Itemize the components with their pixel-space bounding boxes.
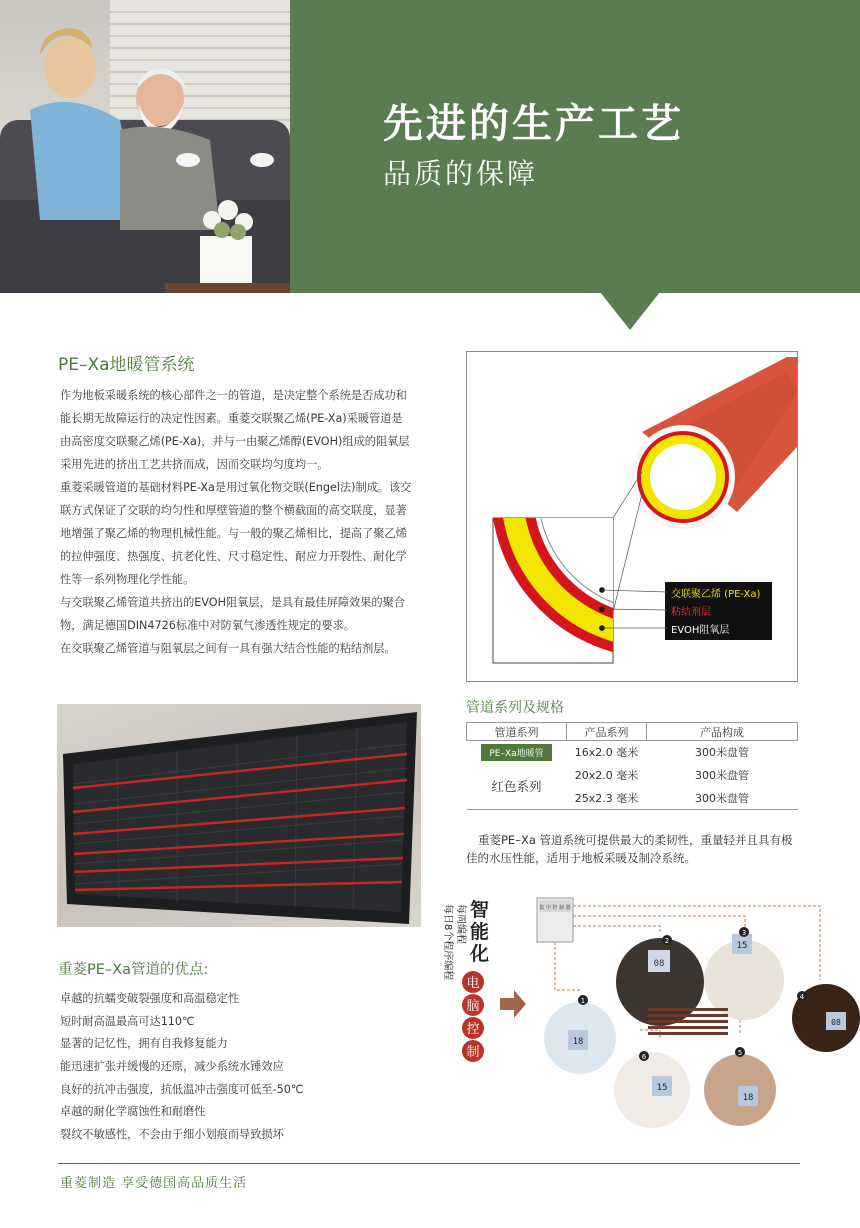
spec-title: 管道系列及规格 [466, 700, 564, 716]
intro-line: 联方式保证了交联的均匀性和厚壁管道的整个横截面的高交联度，显著 [60, 504, 407, 517]
room-number: 6 [641, 1053, 647, 1061]
advantages-title: 重菱PE–Xa管道的优点: [58, 962, 209, 978]
spec-header: 产品构成 [647, 723, 798, 741]
page-subtitle: 品质的保障 [383, 157, 539, 190]
thermostat-display: 08 [831, 1018, 841, 1027]
thermostat-display: 08 [653, 959, 665, 969]
badge-char: 电 [466, 976, 480, 991]
spec-composition: 300米盘管 [695, 746, 749, 760]
hero-photo [0, 0, 290, 293]
controller-label: 集 中 控 制 器 [539, 905, 571, 911]
spec-composition: 300米盘管 [695, 769, 749, 782]
thermostat-display: 15 [656, 1083, 668, 1093]
smart-control-diagram [440, 890, 860, 1140]
intro-line: 物，满足德国DIN4726标准中对防氧气渗透性规定的要求。 [60, 619, 355, 632]
intro-line: 作为地板采暖系统的核心部件之一的管道，是决定整个系统是否成功和 [60, 389, 407, 402]
floor-illustration [57, 704, 421, 927]
smart-line1: 每周编程 [455, 904, 466, 944]
intro-line: 地增强了聚乙烯的物理机械性能。与一般的聚乙烯相比，提高了聚乙烯 [60, 527, 407, 540]
intro-line: 性等一系列物理化学性能。 [60, 573, 195, 586]
footer-slogan: 重菱制造 享受德国高品质生活 [60, 1176, 248, 1191]
spec-row [467, 764, 798, 787]
advantage-item: 卓越的耐化学腐蚀性和耐磨性 [60, 1105, 206, 1119]
spec-size: 20x2.0 毫米 [574, 769, 639, 782]
room-number: 2 [664, 937, 670, 945]
badge-char: 脑 [466, 999, 480, 1014]
spec-table [466, 722, 798, 810]
hero-pointer [600, 292, 660, 330]
badge-char: 控 [466, 1022, 480, 1037]
intro-line: 与交联聚乙烯管道共挤出的EVOH阻氧层，是具有最佳屏障效果的聚合 [60, 596, 405, 609]
intro-line: 由高密度交联聚乙烯(PE-Xa)，并与一由聚乙烯醇(EVOH)组成的阻氧层 [60, 435, 410, 448]
intro-line: 能长期无故障运行的决定性因素。重菱交联聚乙烯(PE-Xa)采暖管道是 [60, 412, 403, 425]
floor-installation-photo [57, 704, 421, 927]
pipe-cross-section [467, 352, 797, 681]
legend-adhesive: 粘结剂层 [671, 607, 711, 618]
intro-title: PE–Xa地暖管系统 [58, 355, 195, 375]
legend-pe: 交联聚乙烯 (PE-Xa) [671, 589, 761, 600]
advantage-item: 良好的抗冲击强度，抗低温冲击强度可低至-50℃ [60, 1082, 304, 1096]
spec-series: 红色系列 [491, 779, 542, 795]
advantages-list [60, 988, 303, 1147]
intro-line: 的拉伸强度、热强度、抗老化性、尺寸稳定性、耐应力开裂性、耐化学 [60, 550, 407, 563]
thermostat-display: 18 [572, 1037, 584, 1047]
spec-header: 管道系列 [467, 723, 567, 741]
advantage-item: 显著的记忆性，拥有自我修复能力 [60, 1037, 228, 1051]
smart-heading-3: 化 [470, 943, 490, 965]
spec-row [467, 741, 798, 764]
smart-control-illustration [440, 890, 860, 1140]
smart-heading-1: 智 [470, 899, 490, 921]
spec-size: 25x2.3 毫米 [574, 791, 639, 805]
page-title: 先进的生产工艺 [383, 101, 684, 147]
advantage-item: 能迅速扩张并缓慢的还原，减少系统水锤效应 [60, 1060, 284, 1074]
spec-header-row [467, 723, 798, 741]
advantage-item: 裂纹不敏感性，不会由于细小划痕而导致损坏 [60, 1128, 284, 1142]
thermostat-display: 15 [736, 941, 748, 951]
spec-composition: 300米盘管 [695, 791, 749, 805]
room-number: 3 [741, 929, 747, 937]
smart-line2: 每日8个程序编程 [442, 904, 453, 981]
spec-header: 产品系列 [567, 723, 647, 741]
spec-size: 16x2.0 毫米 [574, 746, 639, 760]
legend-evoh: EVOH阻氧层 [671, 625, 730, 636]
hero-illustration [0, 0, 290, 293]
room-number: 1 [580, 997, 586, 1005]
smart-heading-2: 能 [470, 921, 490, 943]
intro-line: 采用先进的挤出工艺共挤而成，因而交联均匀度均一。 [60, 458, 329, 471]
pe-xa-tag: PE–Xa地暖管 [481, 744, 551, 761]
intro-text [60, 384, 440, 660]
advantage-item: 短时耐高温最高可达110℃ [60, 1014, 195, 1028]
badge-char: 制 [466, 1045, 480, 1060]
pipe-diagram [466, 351, 798, 682]
footer-divider [58, 1163, 800, 1164]
advantage-item: 卓越的抗蠕变破裂强度和高温稳定性 [60, 992, 240, 1005]
room-number: 5 [737, 1049, 743, 1057]
room-number: 4 [799, 993, 805, 1001]
arrow-right-icon [500, 990, 526, 1018]
spec-note: 重菱PE–Xa 管道系统可提供最大的柔韧性，重量轻并且具有极佳的水压性能，适用于地板采暖及制冷系统。 [466, 833, 793, 865]
thermostat-display: 18 [742, 1093, 754, 1103]
intro-line: 在交联聚乙烯管道与阻氧层之间有一具有强大结合性能的粘结剂层。 [60, 642, 396, 655]
intro-line: 重菱采暖管道的基础材料PE-Xa是用过氧化物交联(Engel法)制成。该交 [60, 481, 412, 494]
